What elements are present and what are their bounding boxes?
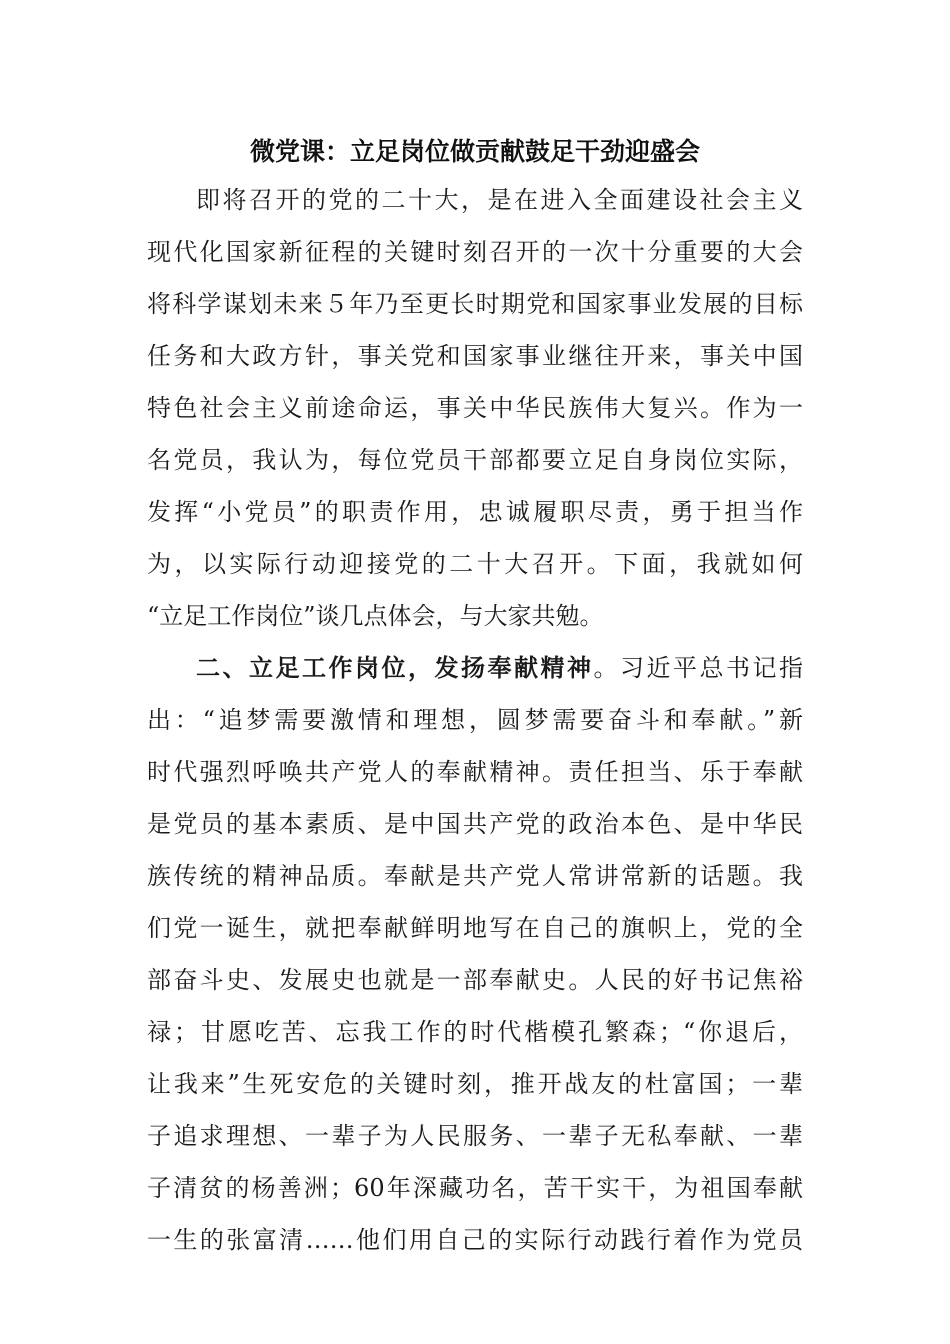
paragraph-line: 让我来”生死安危的关键时刻，推开战友的杜富国；一辈 [147,1070,803,1098]
paragraph-line: 发挥“小党员”的职责作用，忠诚履职尽责，勇于担当作 [147,498,803,526]
paragraph-line: 名党员，我认为，每位党员干部都要立足自身岗位实际， [147,446,803,474]
paragraph-line: 子追求理想、一辈子为人民服务、一辈子无私奉献、一辈 [147,1122,803,1150]
paragraph-line: 时代强烈呼唤共产党人的奉献精神。责任担当、乐于奉献 [147,758,803,786]
paragraph-line: 禄；甘愿吃苦、忘我工作的时代楷模孔繁森；“你退后， [147,1018,803,1046]
paragraph-line: 将科学谋划未来５年乃至更长时期党和国家事业发展的目标 [147,290,803,318]
paragraph-line: 子清贫的杨善洲；60年深藏功名，苦干实干，为祖国奉献 [147,1174,803,1202]
paragraph-text: 。习近平总书记指 [593,654,803,682]
paragraph-line: “立足工作岗位”谈几点体会，与大家共勉。 [147,602,604,630]
paragraph-line: 即将召开的党的二十大，是在进入全面建设社会主义 [196,186,803,214]
paragraph-line: 特色社会主义前途命运，事关中华民族伟大复兴。作为一 [147,394,803,422]
paragraph-line: 为，以实际行动迎接党的二十大召开。下面，我就如何 [147,550,803,578]
paragraph-line: 部奋斗史、发展史也就是一部奉献史。人民的好书记焦裕 [147,966,803,994]
paragraph-line: 任务和大政方针，事关党和国家事业继往开来，事关中国 [147,342,803,370]
document-title: 微党课：立足岗位做贡献鼓足干劲迎盛会 [249,137,700,166]
paragraph-heading-line [196,648,803,688]
paragraph-line: 是党员的基本素质、是中国共产党的政治本色、是中华民 [147,810,803,838]
paragraph-line: 们党一诞生，就把奉献鲜明地写在自己的旗帜上，党的全 [147,914,803,942]
paragraph-line: 族传统的精神品质。奉献是共产党人常讲常新的话题。我 [147,862,803,890]
section-heading: 二、立足工作岗位，发扬奉献精神 [196,654,594,682]
paragraph-line: 一生的张富清……他们用自己的实际行动践行着作为党员 [147,1226,803,1254]
paragraph-line: 现代化国家新征程的关键时刻召开的一次十分重要的大会 [147,238,803,266]
paragraph-line: 出：“追梦需要激情和理想，圆梦需要奋斗和奉献。”新 [147,706,803,734]
